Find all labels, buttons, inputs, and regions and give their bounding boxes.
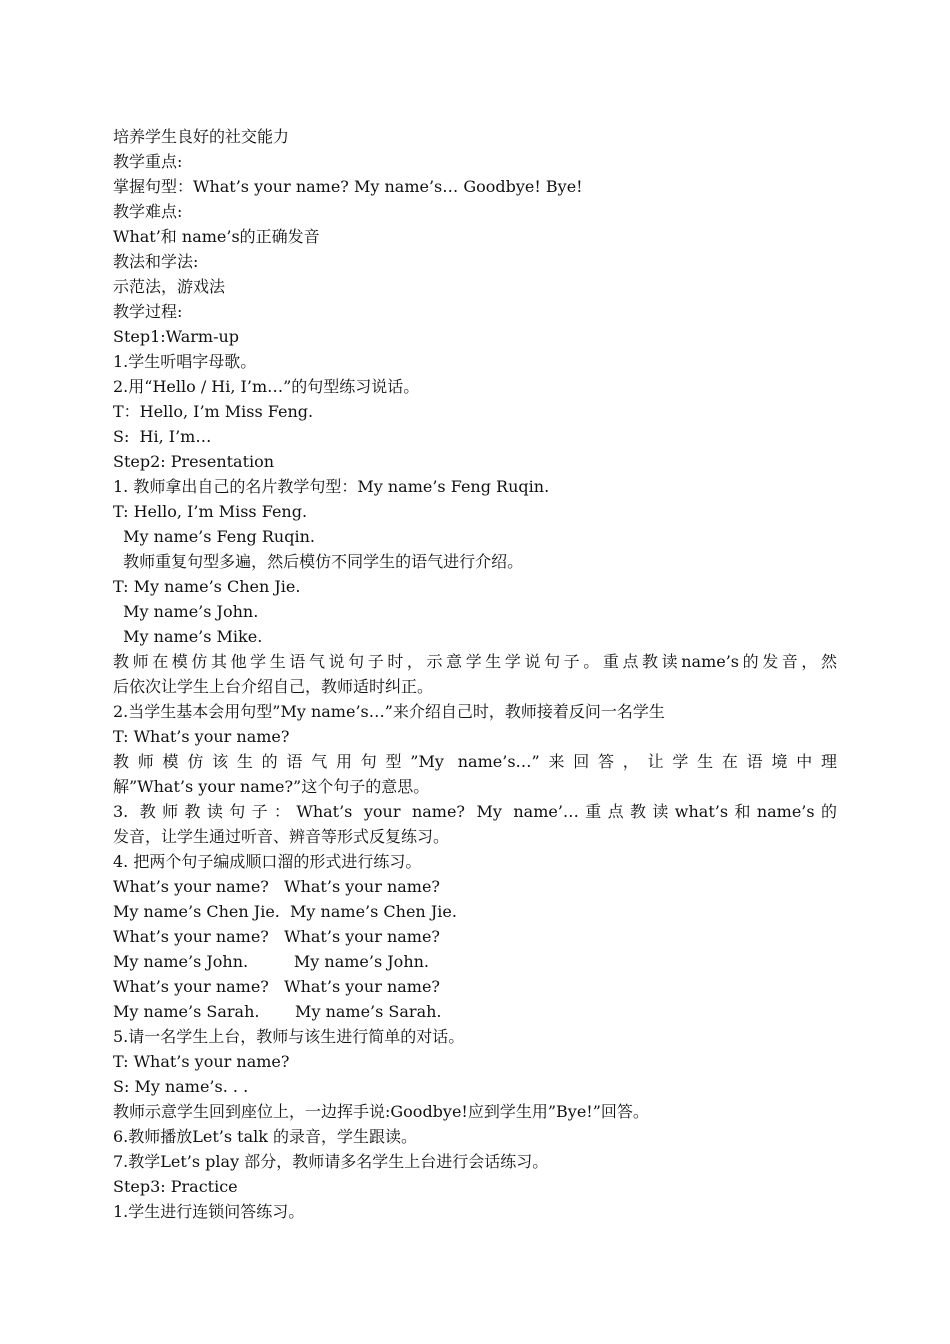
text-line: My name’s Sarah. My name’s Sarah. <box>113 1002 442 1021</box>
text-line: T: Hello, I’m Miss Feng. <box>113 502 308 521</box>
text-line: 教师重复句型多遍，然后模仿不同学生的语气进行介绍。 <box>113 552 524 571</box>
text-line: What’s your name? What’s your name? <box>113 877 441 896</box>
text-line: T：Hello, I’m Miss Feng. <box>113 402 314 421</box>
text-line: 3. 教师教读句子：What’s your name? My name’…重点教读what’s和name’s的 <box>113 802 837 821</box>
text-line: Step1:Warm-up <box>113 327 240 346</box>
text-line: 1.学生进行连锁问答练习。 <box>113 1202 305 1221</box>
text-line: 1.学生听唱字母歌。 <box>113 352 257 371</box>
text-line: T: My name’s Chen Jie. <box>113 577 301 596</box>
text-line: 5.请一名学生上台，教师与该生进行简单的对话。 <box>113 1027 465 1046</box>
text-line: T: What’s your name? <box>113 727 290 746</box>
text-line: 教学难点: <box>113 202 183 221</box>
text-line: S: My name’s. . . <box>113 1077 249 1096</box>
text-line: My name’s Feng Ruqin. <box>113 527 315 546</box>
text-line: 教师示意学生回到座位上，一边挥手说:Goodbye!应到学生用”Bye!”回答。 <box>113 1102 649 1121</box>
text-line: What’s your name? What’s your name? <box>113 927 441 946</box>
text-line: My name’s Mike. <box>113 627 263 646</box>
text-line: 发音，让学生通过听音、辨音等形式反复练习。 <box>113 827 450 846</box>
text-line: My name’s John. My name’s John. <box>113 952 430 971</box>
text-line: 2.当学生基本会用句型”My name’s…”来介绍自己时，教师接着反问一名学生 <box>113 702 665 721</box>
document-page <box>113 124 837 1224</box>
text-line: 2.用“Hello / Hi, I’m…”的句型练习说话。 <box>113 377 420 396</box>
text-line: 掌握句型：What’s your name? My name’s… Goodbye! Bye! <box>113 177 583 196</box>
text-line: 4. 把两个句子编成顺口溜的形式进行练习。 <box>113 852 422 871</box>
text-line: 6.教师播放Let’s talk 的录音，学生跟读。 <box>113 1127 418 1146</box>
text-line: S: Hi, I’m… <box>113 427 212 446</box>
text-line: My name’s John. <box>113 602 259 621</box>
text-line: 后依次让学生上台介绍自己，教师适时纠正。 <box>113 677 434 696</box>
text-line: 教师在模仿其他学生语气说句子时，示意学生学说句子。重点教读name’s的发音，然 <box>113 652 837 671</box>
text-line: 教学重点: <box>113 152 183 171</box>
text-line: What’和 name’s的正确发音 <box>113 227 320 246</box>
text-line: Step3: Practice <box>113 1177 238 1196</box>
text-line: What’s your name? What’s your name? <box>113 977 441 996</box>
text-line: My name’s Chen Jie. My name’s Chen Jie. <box>113 902 457 921</box>
text-line: 培养学生良好的社交能力 <box>113 127 290 146</box>
text-line: 7.教学Let’s play 部分，教师请多名学生上台进行会话练习。 <box>113 1152 549 1171</box>
text-line: 教法和学法: <box>113 252 199 271</box>
text-line: 教学过程: <box>113 302 183 321</box>
text-line: 1. 教师拿出自己的名片教学句型：My name’s Feng Ruqin. <box>113 477 550 496</box>
text-line: 解”What’s your name?”这个句子的意思。 <box>113 777 430 796</box>
text-line: 教师模仿该生的语气用句型”My name’s…”来回答，让学生在语境中理 <box>113 752 837 771</box>
text-line: Step2: Presentation <box>113 452 275 471</box>
text-line: 示范法，游戏法 <box>113 277 226 296</box>
text-line: T: What’s your name? <box>113 1052 290 1071</box>
